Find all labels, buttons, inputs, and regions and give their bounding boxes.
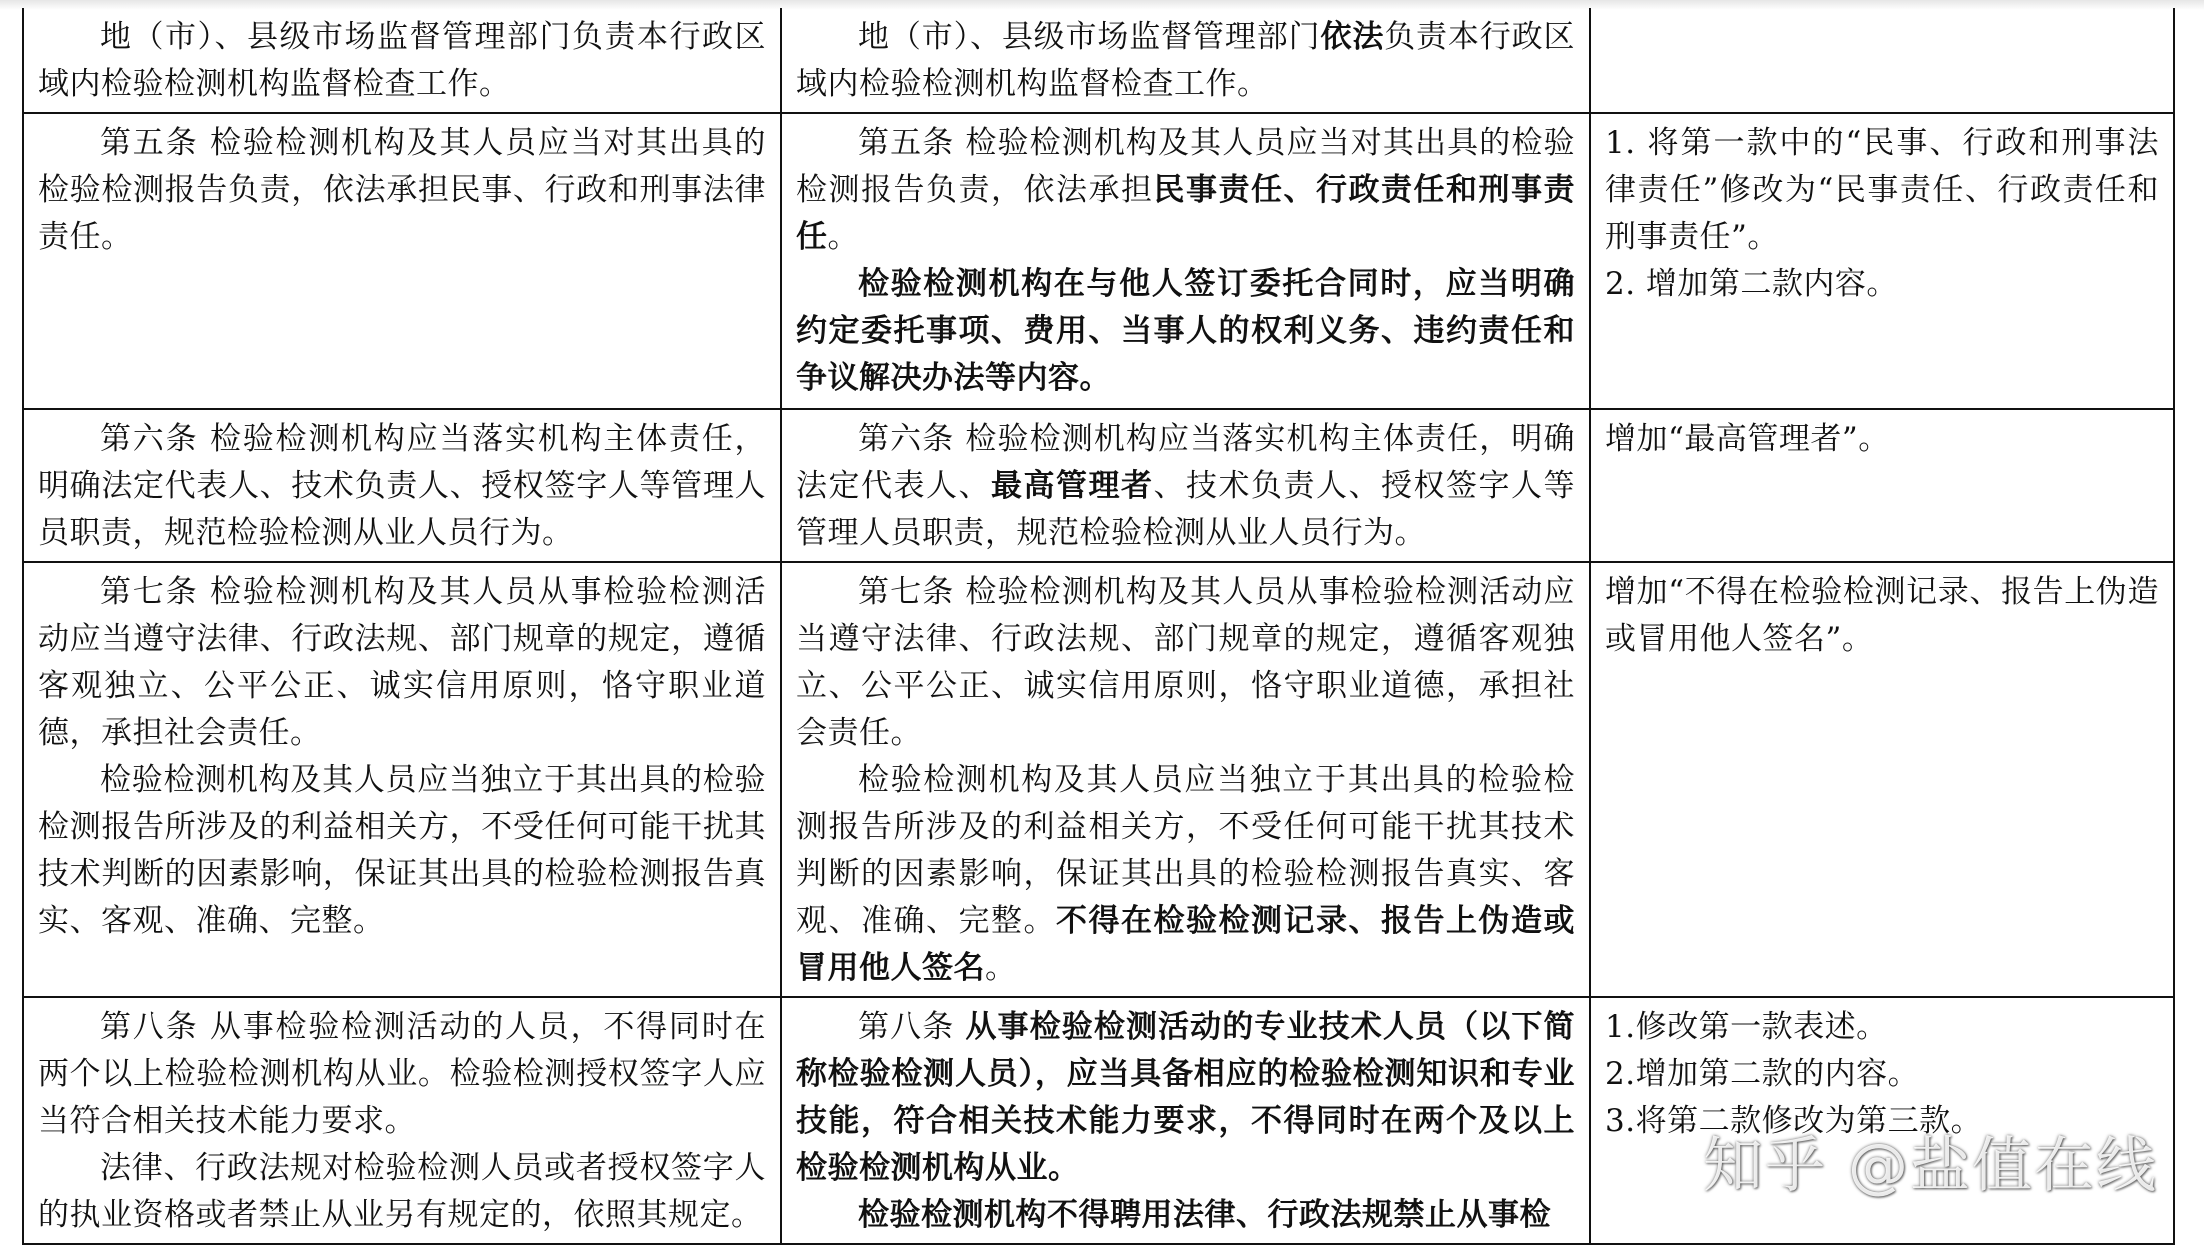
table-row [23,8,2174,113]
revised-text: 。 [827,219,859,255]
table-row [23,562,2174,997]
revised-text: 第七条 检验检测机构及其人员从事检验检测活动应当遵守法律、行政法规、部门规章的规定，遵循客观独立、公平公正、诚实信用原则，恪守职业道德，承担社会责任。 [796,574,1575,751]
revised-text: 、技术负责人、授权签字人等管理人员职责，规范检验检测从业人员行为。 [796,468,1575,551]
revised-text-addition: 最高管理者 [991,468,1154,504]
original-text: 法律、行政法规对检验检测人员或者授权签字人的执业资格或者禁止从业另有规定的，依照其规定。 [38,1150,766,1233]
table-row [23,113,2174,409]
revision-note-cell [1590,409,2174,562]
original-text: 第六条 检验检测机构应当落实机构主体责任，明确法定代表人、技术负责人、授权签字人等管理人员职责，规范检验检测从业人员行为。 [38,421,766,551]
revised-text-addition: 民事责任、行政责任和刑事责任 [796,172,1575,255]
revised-text-cell [781,409,1590,562]
revised-text-cell [781,997,1590,1244]
revised-text: 负责本行政区域内检验检测机构监督检查工作。 [796,19,1576,102]
revision-note-cell [1590,113,2174,409]
original-text: 第七条 检验检测机构及其人员从事检验检测活动应当遵守法律、行政法规、部门规章的规定，遵循客观独立、公平公正、诚实信用原则，恪守职业道德，承担社会责任。 [38,574,766,751]
revised-text: 。 [985,950,1017,986]
revised-text-cell [781,113,1590,409]
original-text: 地（市）、县级市场监督管理部门负责本行政区域内检验检测机构监督检查工作。 [38,19,766,102]
revision-note: 1. 将第一款中的“民事、行政和刑事法律责任”修改为“民事责任、行政责任和刑事责任”。 [1605,125,2159,255]
revised-text: 第六条 检验检测机构应当落实机构主体责任，明确法定代表人、 [796,421,1575,504]
revision-note: 2. 增加第二款内容。 [1605,266,1898,302]
comparison-table [22,8,2175,1245]
revised-text-addition: 检验检测机构在与他人签订委托合同时，应当明确约定委托事项、费用、当事人的权利义务、违约责任和争议解决办法等内容。 [796,266,1575,396]
revised-text-cell [781,8,1590,113]
revised-text: 第八条 [858,1009,966,1045]
table-row [23,409,2174,562]
original-text-cell [23,8,781,113]
revised-text-addition: 不得在检验检测记录、报告上伪造或冒用他人签名 [796,903,1575,986]
revision-note: 3.将第二款修改为第三款。 [1605,1103,1983,1139]
revised-text: 地（市）、县级市场监督管理部门 [858,19,1321,55]
original-text-cell [23,409,781,562]
revised-text-addition: 检验检测机构不得聘用法律、行政法规禁止从事检 [858,1197,1551,1233]
revised-text-addition: 依法 [1320,19,1385,55]
revised-text-addition: 从事检验检测活动的专业技术人员（以下简称检验检测人员），应当具备相应的检验检测知识和专业技能，符合相关技术能力要求，不得同时在两个及以上检验检测机构从业。 [796,1009,1576,1186]
revised-text: 第五条 检验检测机构及其人员应当对其出具的检验检测报告负责，依法承担 [796,125,1575,208]
revision-note: 增加“不得在检验检测记录、报告上伪造或冒用他人签名”。 [1605,574,2159,657]
watermark: 知乎 @盐值在线 [1702,1131,2158,1201]
revision-note: 增加“最高管理者”。 [1605,421,1890,457]
original-text: 检验检测机构及其人员应当独立于其出具的检验检测报告所涉及的利益相关方，不受任何可能干扰其技术判断的因素影响，保证其出具的检验检测报告真实、客观、准确、完整。 [38,762,766,939]
revision-note: 1.修改第一款表述。 [1605,1009,1888,1045]
original-text-cell [23,997,781,1244]
revised-text-cell [781,562,1590,997]
original-text: 第八条 从事检验检测活动的人员，不得同时在两个以上检验检测机构从业。检验检测授权签字人应当符合相关技术能力要求。 [38,1009,766,1139]
revised-text: 检验检测机构及其人员应当独立于其出具的检验检测报告所涉及的利益相关方，不受任何可能干扰其技术判断的因素影响，保证其出具的检验检测报告真实、客观、准确、完整。 [796,762,1575,939]
revision-note-cell [1590,8,2174,113]
revision-note: 2.增加第二款的内容。 [1605,1056,1920,1092]
revision-note-cell [1590,562,2174,997]
original-text-cell [23,113,781,409]
original-text: 第五条 检验检测机构及其人员应当对其出具的检验检测报告负责，依法承担民事、行政和刑事法律责任。 [38,125,766,255]
original-text-cell [23,562,781,997]
